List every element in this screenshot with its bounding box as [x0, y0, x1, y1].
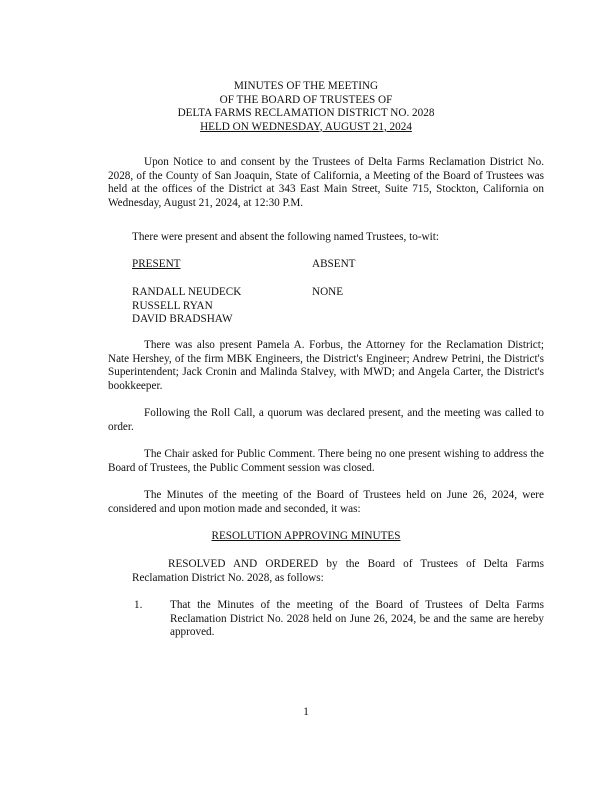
public-comment-paragraph: The Chair asked for Public Comment. There being no one present wishing to address the Board of Trustees, the Public Comment session was closed.: [108, 448, 544, 474]
intro-paragraph: Upon Notice to and consent by the Trustees of Delta Farms Reclamation District No. 2028, of the County of San Joaquin, State of California, a Meeting of the Board of Trustees was held at the offices of the District at 343 East Main Street, Suite 715, Stockton, California on Wednesday, August 21, 2024, at 12:30 P.M.: [108, 156, 544, 209]
title-line-4-meeting-date: HELD ON WEDNESDAY, AUGUST 21, 2024: [200, 120, 412, 133]
present-trustee: DAVID BRADSHAW: [132, 313, 233, 325]
present-trustee: RANDALL NEUDECK: [132, 286, 242, 298]
title-line-1: MINUTES OF THE MEETING: [233, 80, 379, 92]
absent-header: ABSENT: [312, 258, 356, 270]
minutes-paragraph: The Minutes of the meeting of the Board of Trustees held on June 26, 2024, were considered and upon motion made and seconded, it was:: [108, 489, 544, 515]
present-header: PRESENT: [132, 258, 181, 270]
attendance-intro: There were present and absent the following named Trustees, to-wit:: [132, 231, 439, 243]
title-line-2: OF THE BOARD OF TRUSTEES OF: [219, 93, 393, 106]
resolution-item-text: That the Minutes of the meeting of the Board of Trustees of Delta Farms Reclamation District No. 2028 held on June 26, 2024, be and the same are hereby approved.: [170, 599, 544, 639]
absent-trustee: NONE: [312, 286, 344, 298]
page-number: 1: [303, 706, 309, 718]
minutes-title-block: [100, 80, 512, 134]
roll-call-paragraph: Following the Roll Call, a quorum was declared present, and the meeting was called to order.: [108, 407, 544, 433]
present-trustee: RUSSELL RYAN: [132, 300, 213, 312]
resolution-item-number: 1.: [134, 599, 143, 611]
also-present-paragraph: There was also present Pamela A. Forbus, the Attorney for the Reclamation District; Nate Hershey, of the firm MBK Engineers, the District's Engineer; Andrew Petrini, the District's Superintendent; Jack Cronin and Malinda Stalvey, with MWD; and Angela Carter, the District's bookkeeper.: [108, 339, 544, 392]
title-line-3: DELTA FARMS RECLAMATION DISTRICT NO. 2028: [177, 107, 435, 119]
resolution-heading: RESOLUTION APPROVING MINUTES: [211, 530, 401, 542]
resolution-intro: RESOLVED AND ORDERED by the Board of Trustees of Delta Farms Reclamation District No. 2028, as follows:: [132, 558, 544, 584]
